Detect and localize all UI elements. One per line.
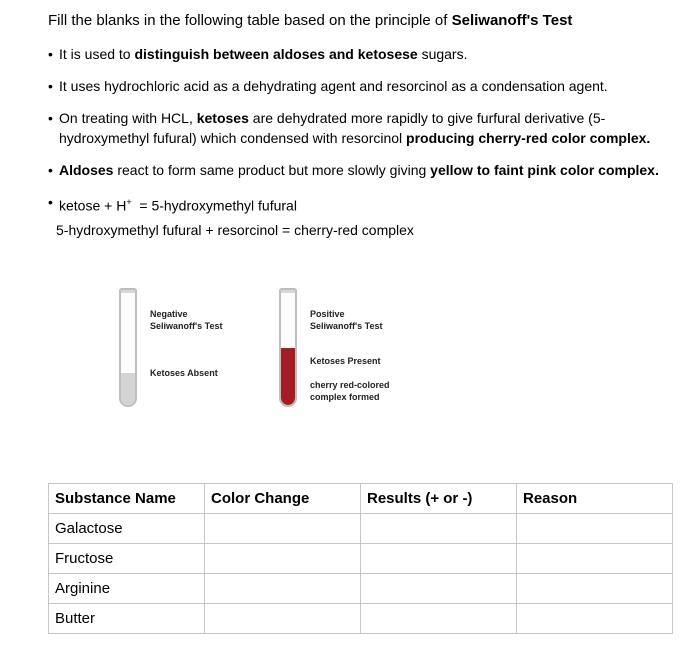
bullet-aldoses: • Aldoses react to form same product but more slowly giving yellow to faint pink color complex. xyxy=(48,160,678,180)
header-substance-name: Substance Name xyxy=(49,484,205,514)
table-row xyxy=(49,574,673,604)
negative-test-title: Negative Seliwanoff's Test xyxy=(150,309,223,331)
positive-test-note: Ketoses Present xyxy=(310,356,381,366)
bullet-equation-1: • ketose + H+ = 5-hydroxymethyl fufural xyxy=(48,192,678,216)
cell-reason[interactable] xyxy=(517,544,673,574)
cell-color-change[interactable] xyxy=(205,574,361,604)
table-row xyxy=(49,604,673,634)
table-row xyxy=(49,544,673,574)
positive-test-complex-note: cherry red-colored complex formed xyxy=(310,380,390,402)
positive-test-title: Positive Seliwanoff's Test xyxy=(310,309,383,331)
equation-2: 5-hydroxymethyl fufural + resorcinol = cherry-red complex xyxy=(56,222,414,238)
cell-reason[interactable] xyxy=(517,574,673,604)
cell-result[interactable] xyxy=(361,574,517,604)
cell-substance: Butter xyxy=(49,604,205,634)
bullet-reagents: • It uses hydrochloric acid as a dehydrating agent and resorcinol as a condensation agent. xyxy=(48,76,678,96)
cell-result[interactable] xyxy=(361,514,517,544)
positive-test-tube xyxy=(279,288,297,407)
negative-tube-liquid xyxy=(121,373,135,405)
cell-substance: Fructose xyxy=(49,544,205,574)
negative-test-tube xyxy=(119,288,137,407)
cell-color-change[interactable] xyxy=(205,514,361,544)
instruction-text xyxy=(48,12,572,29)
table-header-row xyxy=(49,484,673,514)
results-table xyxy=(48,483,673,634)
cell-substance: Galactose xyxy=(49,514,205,544)
cell-substance: Arginine xyxy=(49,574,205,604)
header-reason: Reason xyxy=(517,484,673,514)
cell-result[interactable] xyxy=(361,544,517,574)
cell-result[interactable] xyxy=(361,604,517,634)
header-results: Results (+ or -) xyxy=(361,484,517,514)
cell-reason[interactable] xyxy=(517,514,673,544)
instruction-test-name: Seliwanoff's Test xyxy=(451,12,573,29)
table-row xyxy=(49,514,673,544)
header-color-change: Color Change xyxy=(205,484,361,514)
instruction-prefix: Fill the blanks in the following table based on the principle of xyxy=(48,12,452,29)
cell-color-change[interactable] xyxy=(205,544,361,574)
cell-color-change[interactable] xyxy=(205,604,361,634)
positive-tube-liquid xyxy=(281,348,295,406)
negative-test-note: Ketoses Absent xyxy=(150,368,218,378)
bullet-purpose: • It is used to distinguish between aldoses and ketosese sugars. xyxy=(48,44,678,64)
principle-bullet-list xyxy=(48,44,678,228)
bullet-ketoses: • On treating with HCL, ketoses are dehydrated more rapidly to give furfural derivative (5-hydroxymethyl fufural) which condensed with resorcinol producing cherry-red color complex. xyxy=(48,108,678,148)
cell-reason[interactable] xyxy=(517,604,673,634)
